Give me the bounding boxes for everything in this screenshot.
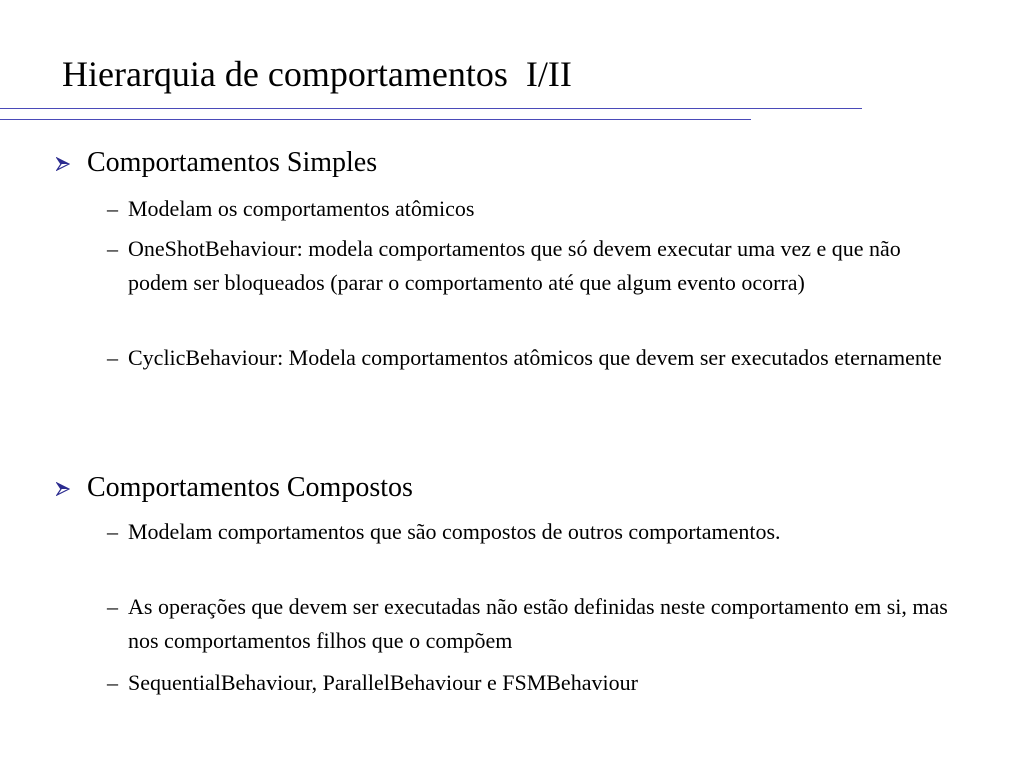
- dash: –: [107, 519, 118, 544]
- slide-title: Hierarquia de comportamentos I/II: [62, 54, 572, 94]
- arrowhead-bullet-icon: [56, 157, 70, 171]
- list-item: [107, 666, 957, 700]
- title-rule-bottom: [0, 119, 751, 120]
- list-item: [107, 232, 957, 300]
- dash: –: [107, 196, 118, 221]
- list-item: [107, 341, 957, 375]
- list-item-text: Modelam comportamentos que são compostos de outros comportamentos.: [128, 519, 781, 544]
- section-heading-simples: Comportamentos Simples: [87, 147, 378, 178]
- list-item-text: As operações que devem ser executadas não estão definidas neste comportamento em si, mas nos comportamentos filhos que o compõem: [128, 594, 948, 653]
- list-item: [107, 515, 957, 549]
- list-item: [107, 192, 957, 226]
- list-item-text: CyclicBehaviour: Modela comportamentos atômicos que devem ser executados eternamente: [128, 345, 942, 370]
- list-item-text: SequentialBehaviour, ParallelBehaviour e FSMBehaviour: [128, 670, 638, 695]
- dash: –: [107, 594, 118, 619]
- dash: –: [107, 345, 118, 370]
- list-item-text: OneShotBehaviour: modela comportamentos que só devem executar uma vez e que não podem ser bloqueados (parar o comportamento até que algum evento ocorra): [128, 236, 901, 295]
- section-heading-compostos: Comportamentos Compostos: [87, 472, 413, 503]
- title-rule-top: [0, 108, 862, 109]
- list-item-text: Modelam os comportamentos atômicos: [128, 196, 475, 221]
- dash: –: [107, 670, 118, 695]
- list-item: [107, 590, 957, 658]
- dash: –: [107, 236, 118, 261]
- arrowhead-bullet-icon: [56, 482, 70, 496]
